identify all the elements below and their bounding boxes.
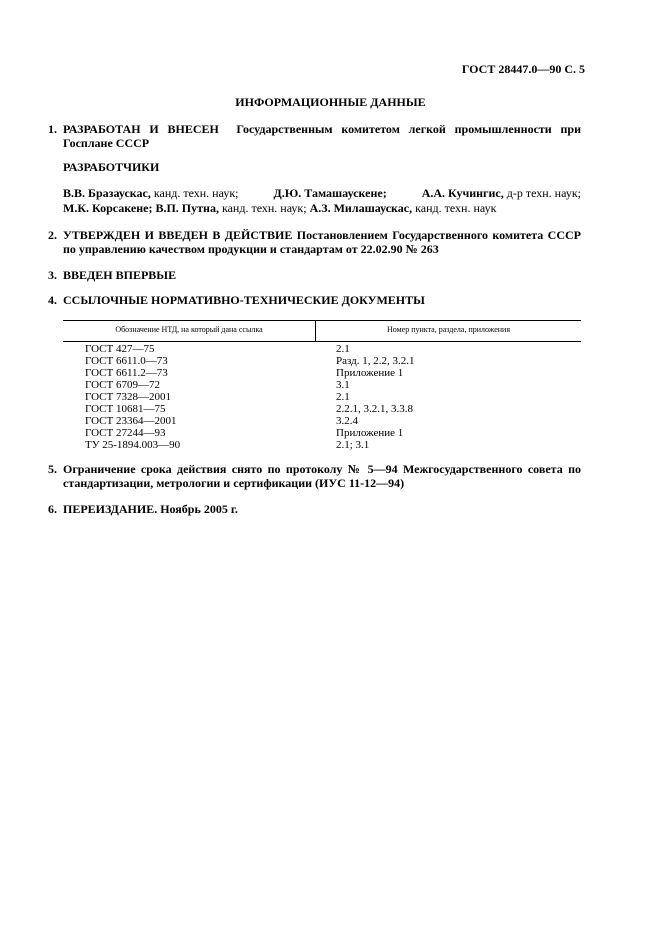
table-row [63,439,581,451]
developers-list [63,186,581,216]
table-cell-ref: 2.2.1, 3.2.1, 3.3.8 [336,403,413,415]
section-1 [48,122,581,152]
section-heading: РАЗРАБОТАН И ВНЕСЕН [63,122,219,136]
section-number: 1. [48,122,57,136]
table-cell-ref: 3.2.4 [336,415,358,427]
section-heading: ССЫЛОЧНЫЕ НОРМАТИВНО-ТЕХНИЧЕСКИЕ ДОКУМЕНТЫ [63,293,425,307]
section-number: 3. [48,268,57,282]
developer: В.П. Путна, канд. техн. наук; [155,201,307,215]
section-5 [48,462,581,492]
section-body: Ограничение срока действия снято по протоколу № 5—94 Межгосударственного совета по стандартизации, метрологии и сертификации (ИУС 11-12—94) [63,462,581,490]
section-body: Постановлением Государственного комитета СССР по управлению качеством продукции и стандартам от 22.02.90 № 263 [63,228,581,256]
section-body: Государственным комитетом легкой промышленности при Госплане СССР [63,122,581,150]
table-cell-doc: ГОСТ 7328—2001 [85,391,171,403]
table-cell-ref: 2.1 [336,343,350,355]
section-text [63,228,581,256]
section-number: 5. [48,462,57,476]
table-top-rule [63,320,581,321]
developer: В.В. Бразаускас, канд. техн. наук; [63,186,239,200]
developers-heading: РАЗРАБОТЧИКИ [63,160,160,174]
table-header-designation: Обозначение НТД, на который дана ссылка [115,325,263,334]
developer: Д.Ю. Тамашаускене; [273,186,387,200]
table-cell-ref: 3.1 [336,379,350,391]
table-cell-ref: Приложение 1 [336,427,404,439]
table-cell-ref: Приложение 1 [336,367,404,379]
page-header: ГОСТ 28447.0—90 С. 5 [461,62,585,76]
table-cell-doc: ГОСТ 6611.0—73 [85,355,168,367]
section-heading: ВВЕДЕН ВПЕРВЫЕ [63,268,177,282]
table-row [63,427,581,439]
developer: А.З. Милашаускас, канд. техн. наук [309,201,497,215]
table-row [63,403,581,415]
table-cell-doc: ГОСТ 6611.2—73 [85,367,168,379]
table-cell-ref: Разд. 1, 2.2, 3.2.1 [336,355,415,367]
section-heading: УТВЕРЖДЕН И ВВЕДЕН В ДЕЙСТВИЕ [63,228,293,242]
section-body: ПЕРЕИЗДАНИЕ. Ноябрь 2005 г. [63,502,238,516]
table-cell-doc: ТУ 25-1894.003—90 [85,439,181,451]
table-cell-doc: ГОСТ 6709—72 [85,379,160,391]
section-text [63,122,581,150]
table-cell-ref: 2.1; 3.1 [336,439,370,451]
section-2 [48,228,581,258]
developer: М.К. Корсакене; [63,201,153,215]
table-header-rule [63,341,581,342]
table-row [63,367,581,379]
developer: А.А. Кучингис, д-р техн. наук; [421,186,581,200]
table-cell-doc: ГОСТ 10681—75 [85,403,166,415]
table-row [63,355,581,367]
table-row [63,379,581,391]
page-title: ИНФОРМАЦИОННЫЕ ДАННЫЕ [235,95,426,109]
table-row [63,391,581,403]
table-cell-doc: ГОСТ 427—75 [85,343,155,355]
section-number: 2. [48,228,57,242]
table-body [63,343,581,451]
table-cell-doc: ГОСТ 23364—2001 [85,415,177,427]
section-6 [48,502,581,517]
table-cell-ref: 2.1 [336,391,350,403]
section-4 [48,293,581,308]
table-row [63,415,581,427]
section-number: 4. [48,293,57,307]
table-header-clause: Номер пункта, раздела, приложения [386,325,511,334]
section-3 [48,268,581,283]
table-row [63,343,581,355]
section-number: 6. [48,502,57,516]
table-cell-doc: ГОСТ 27244—93 [85,427,166,439]
